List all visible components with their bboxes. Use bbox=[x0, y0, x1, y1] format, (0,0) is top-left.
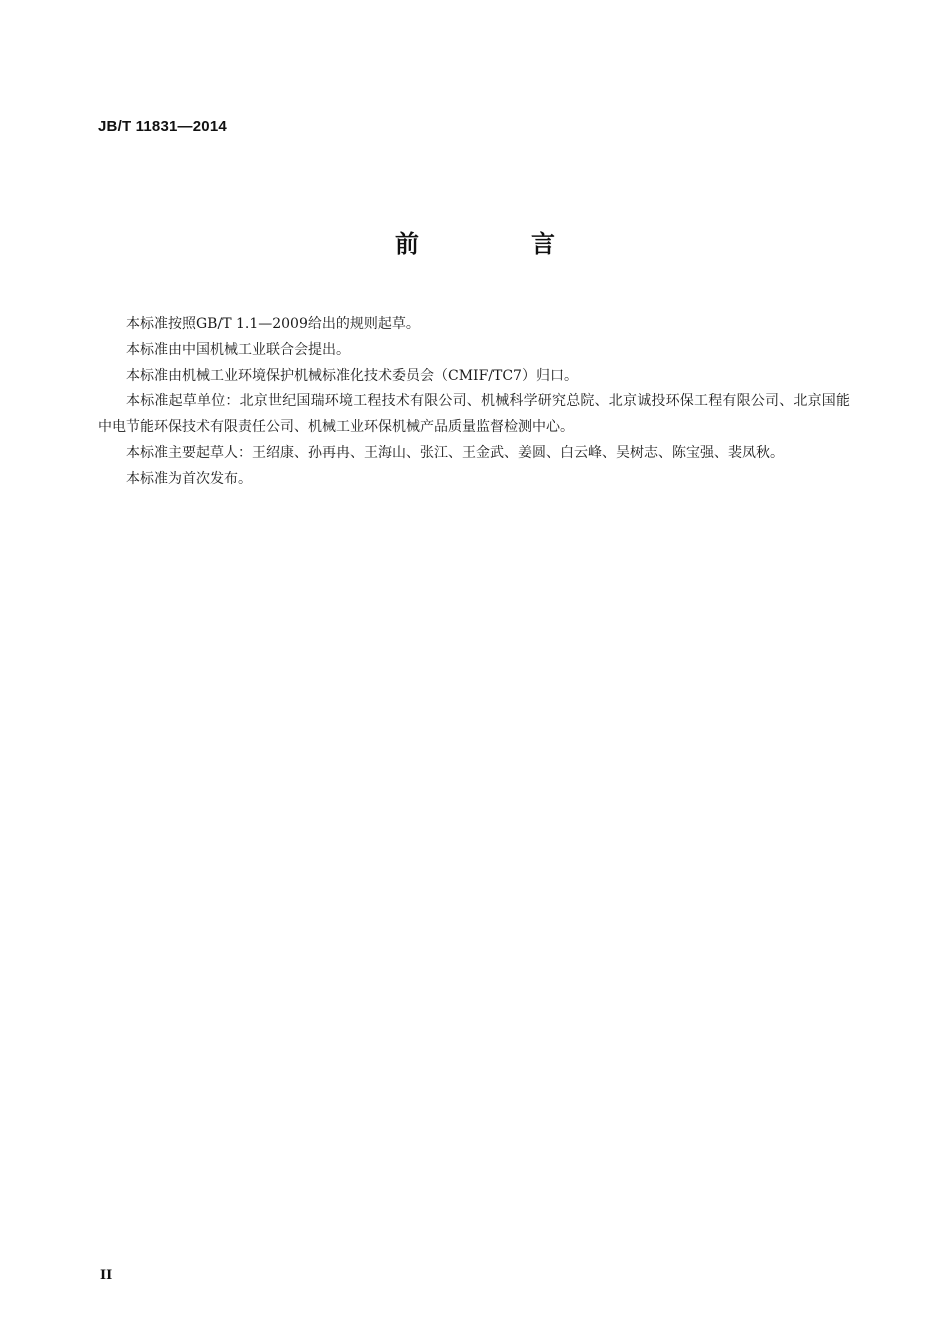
paragraph-proposer: 本标准由中国机械工业联合会提出。 bbox=[126, 341, 350, 358]
paragraph-main-drafters: 本标准主要起草人：王绍康、孙再冉、王海山、张江、王金武、姜圆、白云峰、吴树志、陈宝强、裴凤秋。 bbox=[126, 444, 784, 461]
foreword-body bbox=[98, 312, 850, 493]
paragraph-drafting-rules: 本标准按照GB/T 1.1—2009给出的规则起草。 bbox=[126, 316, 420, 332]
page-number: II bbox=[100, 1268, 113, 1283]
standard-code: JB/T 11831—2014 bbox=[98, 118, 227, 135]
paragraph-first-release: 本标准为首次发布。 bbox=[126, 470, 252, 487]
paragraph-drafting-units: 本标准起草单位：北京世纪国瑞环境工程技术有限公司、机械科学研究总院、北京诚投环保工程有限公司、北京国能中电节能环保技术有限责任公司、机械工业环保机械产品质量监督检测中心。 bbox=[98, 393, 850, 436]
paragraph-technical-committee: 本标准由机械工业环境保护机械标准化技术委员会（CMIF/TC7）归口。 bbox=[126, 367, 578, 384]
page-title: 前 言 bbox=[395, 230, 599, 258]
